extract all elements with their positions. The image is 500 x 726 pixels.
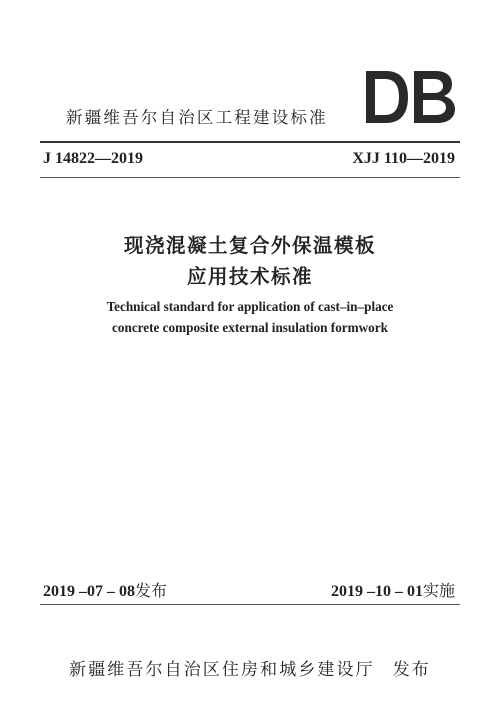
issue-date-value: 2019 –07 – 08	[43, 583, 135, 600]
db-logo-d	[366, 71, 408, 123]
effective-date-value: 2019 –10 – 01	[330, 583, 423, 600]
date-divider	[40, 604, 460, 605]
publisher	[0, 655, 500, 680]
publisher-name: 新疆维吾尔自治区住房和城乡建设厅	[69, 660, 375, 680]
series-title: 新疆维吾尔自治区工程建设标准	[66, 108, 328, 127]
title-en-line2: concrete composite external insulation formwork	[112, 320, 388, 335]
title-cn-line2: 应用技术标准	[186, 265, 313, 288]
effective-date-label: 实施	[422, 581, 455, 600]
standard-registration-code: J 14822—2019	[43, 150, 143, 167]
title-cn-line1: 现浇混凝土复合外保温模板	[123, 234, 376, 257]
db-logo-b	[414, 71, 455, 123]
code-divider	[40, 177, 460, 178]
standard-number: XJJ 110—2019	[352, 150, 455, 167]
title-en-line1: Technical standard for application of cast–in–place	[106, 299, 394, 314]
publisher-action: 发布	[392, 660, 431, 680]
db-logo	[362, 68, 458, 126]
top-divider	[40, 141, 460, 143]
effective-date	[331, 578, 455, 601]
issue-date-label: 发布	[135, 581, 168, 600]
issue-date	[43, 578, 167, 601]
